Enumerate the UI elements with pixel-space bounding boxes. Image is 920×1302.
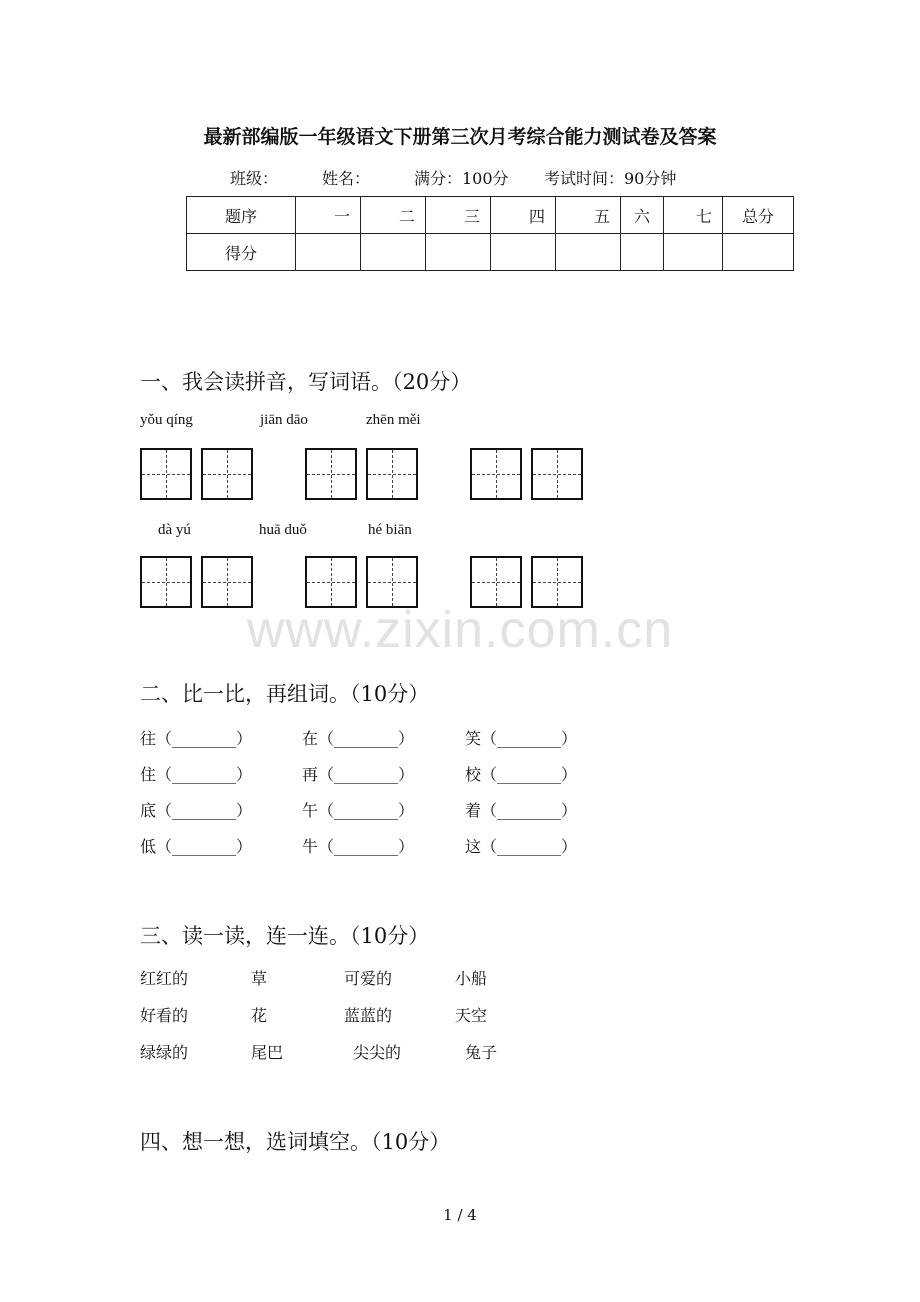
writing-grid-box[interactable] xyxy=(470,448,522,500)
exam-time-label: 考试时间：90分钟 xyxy=(544,169,677,188)
watermark: www.zixin.com.cn xyxy=(246,601,674,659)
match-word[interactable]: 尖尖的 xyxy=(353,1043,402,1062)
table-cell: 题序 xyxy=(187,197,296,234)
section1-heading: 一、我会读拼音，写词语。（20分） xyxy=(140,370,472,394)
match-word[interactable]: 花 xyxy=(251,1006,268,1025)
pinyin-label: jiān dāo xyxy=(260,412,308,428)
score-input-cell[interactable] xyxy=(491,234,556,271)
writing-grid-box[interactable] xyxy=(305,448,357,500)
pinyin-label: huā duǒ xyxy=(259,522,307,538)
word-pair-item[interactable]: 笑（________） xyxy=(465,729,578,748)
word-pair-item[interactable]: 在（________） xyxy=(302,729,415,748)
word-pair-item[interactable]: 底（________） xyxy=(140,801,253,820)
pinyin-label: hé biān xyxy=(368,522,412,538)
score-input-cell[interactable] xyxy=(723,234,794,271)
word-pair-item[interactable]: 校（________） xyxy=(465,765,578,784)
section3-heading: 三、读一读，连一连。（10分） xyxy=(140,924,430,948)
word-pair-item[interactable]: 牛（________） xyxy=(302,837,415,856)
table-cell: 二 xyxy=(361,197,426,234)
word-pair-item[interactable]: 再（________） xyxy=(302,765,415,784)
exam-title: 最新部编版一年级语文下册第三次月考综合能力测试卷及答案 xyxy=(203,126,717,148)
score-input-cell[interactable] xyxy=(664,234,723,271)
score-input-cell[interactable] xyxy=(296,234,361,271)
word-pair-item[interactable]: 低（________） xyxy=(140,837,253,856)
table-cell: 七 xyxy=(664,197,723,234)
match-word[interactable]: 可爱的 xyxy=(344,969,393,988)
section4-heading: 四、想一想，选词填空。（10分） xyxy=(140,1130,451,1154)
full-score-label: 满分：100分 xyxy=(414,169,509,188)
match-word[interactable]: 小船 xyxy=(455,969,488,988)
class-label: 班级： xyxy=(230,169,279,188)
section2-heading: 二、比一比，再组词。（10分） xyxy=(140,682,430,706)
match-word[interactable]: 尾巴 xyxy=(251,1043,284,1062)
word-pair-item[interactable]: 着（________） xyxy=(465,801,578,820)
score-input-cell[interactable] xyxy=(621,234,664,271)
table-cell: 得分 xyxy=(187,234,296,271)
word-pair-item[interactable]: 午（________） xyxy=(302,801,415,820)
match-word[interactable]: 红红的 xyxy=(140,969,189,988)
score-input-cell[interactable] xyxy=(556,234,621,271)
match-word[interactable]: 兔子 xyxy=(465,1043,498,1062)
writing-grid-box[interactable] xyxy=(140,448,192,500)
name-label: 姓名： xyxy=(322,169,371,188)
page-number: 1 / 4 xyxy=(443,1206,477,1224)
score-table xyxy=(186,196,794,271)
match-word[interactable]: 绿绿的 xyxy=(140,1043,189,1062)
pinyin-label: zhēn měi xyxy=(366,412,421,428)
writing-grid-box[interactable] xyxy=(366,448,418,500)
word-pair-item[interactable]: 住（________） xyxy=(140,765,253,784)
match-word[interactable]: 好看的 xyxy=(140,1006,189,1025)
table-cell: 总分 xyxy=(723,197,794,234)
pinyin-label: dà yú xyxy=(158,522,191,538)
match-word[interactable]: 草 xyxy=(251,969,268,988)
writing-grid-box[interactable] xyxy=(201,448,253,500)
pinyin-label: yǒu qíng xyxy=(140,412,193,428)
score-input-cell[interactable] xyxy=(361,234,426,271)
match-word[interactable]: 蓝蓝的 xyxy=(344,1006,393,1025)
table-cell: 四 xyxy=(491,197,556,234)
score-table-header-row xyxy=(187,197,794,234)
word-pair-item[interactable]: 往（________） xyxy=(140,729,253,748)
table-cell: 六 xyxy=(621,197,664,234)
table-cell: 一 xyxy=(296,197,361,234)
table-cell: 三 xyxy=(426,197,491,234)
word-pair-item[interactable]: 这（________） xyxy=(465,837,578,856)
table-cell: 五 xyxy=(556,197,621,234)
writing-grid-box[interactable] xyxy=(531,448,583,500)
match-word[interactable]: 天空 xyxy=(455,1006,488,1025)
score-input-cell[interactable] xyxy=(426,234,491,271)
score-table-score-row xyxy=(187,234,794,271)
